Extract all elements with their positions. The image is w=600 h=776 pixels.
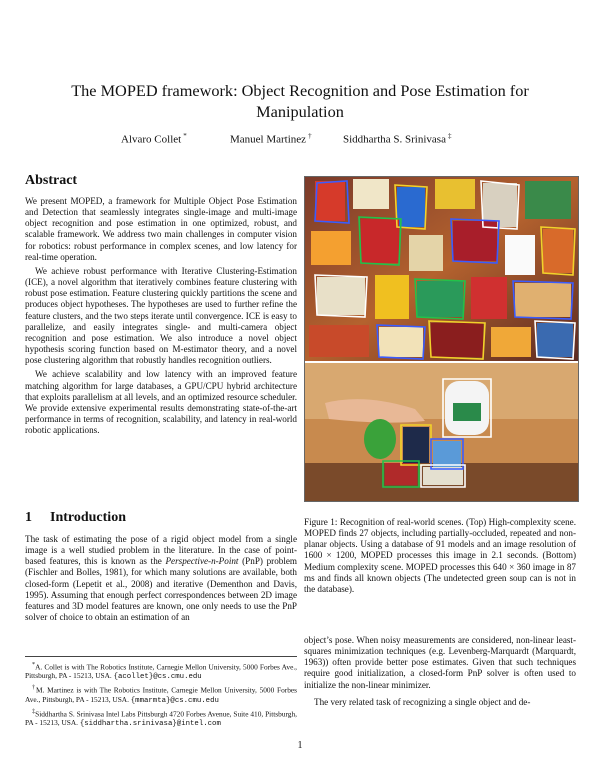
figure-caption: Figure 1: Recognition of real-world scenes. (Top) High-complexity scene. MOPED finds 27 objects, including partially-occluded, repeated and non-planar objects. Using a database of 91 models and an image resolution of 1600 × 1200, MOPED processes this image in 2.1 seconds. (Bottom) Medium complexity scene. MOPED processes this 640 × 360 image in 87 ms and finds all known objects (The undetected green soup can is not in the database).	[304, 517, 576, 594]
abstract-paragraph: We achieve scalability and low latency with an improved feature matching algorithm for large databases, a GPU/CPU hybrid architecture that exploits parallelism at all levels, and an optimized resource scheduler. We provide extensive experimental results demonstrating state-of-the-art performance in terms of recognition, scalability, and latency in real-world robotic applications.	[25, 369, 297, 436]
introduction-paragraph: The task of estimating the pose of a rigid object model from a single image is a well studied problem in the literature. In the case of point-based features, this is known as the Perspective-n-Point (PnP) problem (Fischler and Bolles, 1981), for which many solutions are available, both closed-form (Lepetit et al., 2008) and iterative (Dementhon and Davis, 1995). Assuming that enough perfect correspondences between 2D image features and 3D model features are known, one only needs to use the PnP solver of choice to obtain an estimation of an	[25, 534, 298, 623]
abstract-body	[25, 196, 297, 436]
title-line-2: Manipulation	[256, 102, 344, 121]
footnote-2: †M. Martinez is with The Robotics Institute, Carnegie Mellon University, 5000 Forbes Ave., Pittsburgh, PA - 15213, USA. {mmarmta}@cs.cmu.edu	[25, 685, 297, 705]
abstract-paragraph: We achieve robust performance with Iterative Clustering-Estimation (ICE), a novel algorithm that iteratively combines feature clustering with robust pose estimation. Feature clustering quickly partitions the scene and produces object hypotheses. The hypotheses are used to further refine the feature clusters, and the two steps iterate until convergence. ICE is easy to parallelize, and easily integrates single- and multi-camera object recognition and pose estimation. We also introduce a novel object hypothesis scoring function based on M-estimator theory, and a novel pose clustering algorithm that robustly handles recognition outliers.	[25, 265, 297, 366]
right-column-body	[304, 635, 576, 708]
section-heading-introduction	[25, 510, 126, 526]
paper-title	[40, 80, 560, 122]
footnote-1: *A. Collet is with The Robotics Institute, Carnegie Mellon University, 5000 Forbes Ave., Pittsburgh, PA - 15213, USA. {acollet}@cs.cmu.edu	[25, 662, 297, 682]
page-number: 1	[297, 740, 303, 751]
section-title: Introduction	[50, 510, 126, 525]
figure-bottom-photo	[305, 363, 578, 501]
section-number: 1	[25, 510, 32, 525]
footnotes	[25, 656, 297, 731]
title-line-1: The MOPED framework: Object Recognition and Pose Estimation for	[71, 81, 529, 100]
body-paragraph: object’s pose. When noisy measurements are considered, non-linear least-squares minimization techniques (e.g. Levenberg-Marquardt (Marquardt, 1963)) often provide better pose estimates. Given that such techniques require good initialization, a closed-form PnP solver is often used to initialize the non-linear minimizer.	[304, 635, 576, 690]
footnote-3: ‡Siddhartha S. Srinivasa Intel Labs Pittsburgh 4720 Forbes Avenue, Suite 410, Pittsburgh, PA - 15213, USA. {siddhartha.srinivasa}@intel.com	[25, 708, 297, 728]
abstract-paragraph: We present MOPED, a framework for Multiple Object Pose Estimation and Detection that seamlessly integrates single-image and multi-image object recognition and pose estimation in one optimized, robust, and scalable framework. We address two main challenges in computer vision for robotics: robust performance in complex scenes, and low latency for real-time operation.	[25, 196, 297, 262]
figure-top-photo	[305, 177, 578, 361]
introduction-body	[25, 534, 297, 623]
author-1: Alvaro Collet *	[121, 132, 187, 146]
figure-1	[304, 176, 579, 502]
body-paragraph: The very related task of recognizing a single object and de-	[314, 696, 531, 707]
author-3: Siddhartha S. Srinivasa ‡	[343, 132, 452, 146]
author-2: Manuel Martinez †	[230, 132, 312, 146]
abstract-heading: Abstract	[25, 173, 78, 188]
